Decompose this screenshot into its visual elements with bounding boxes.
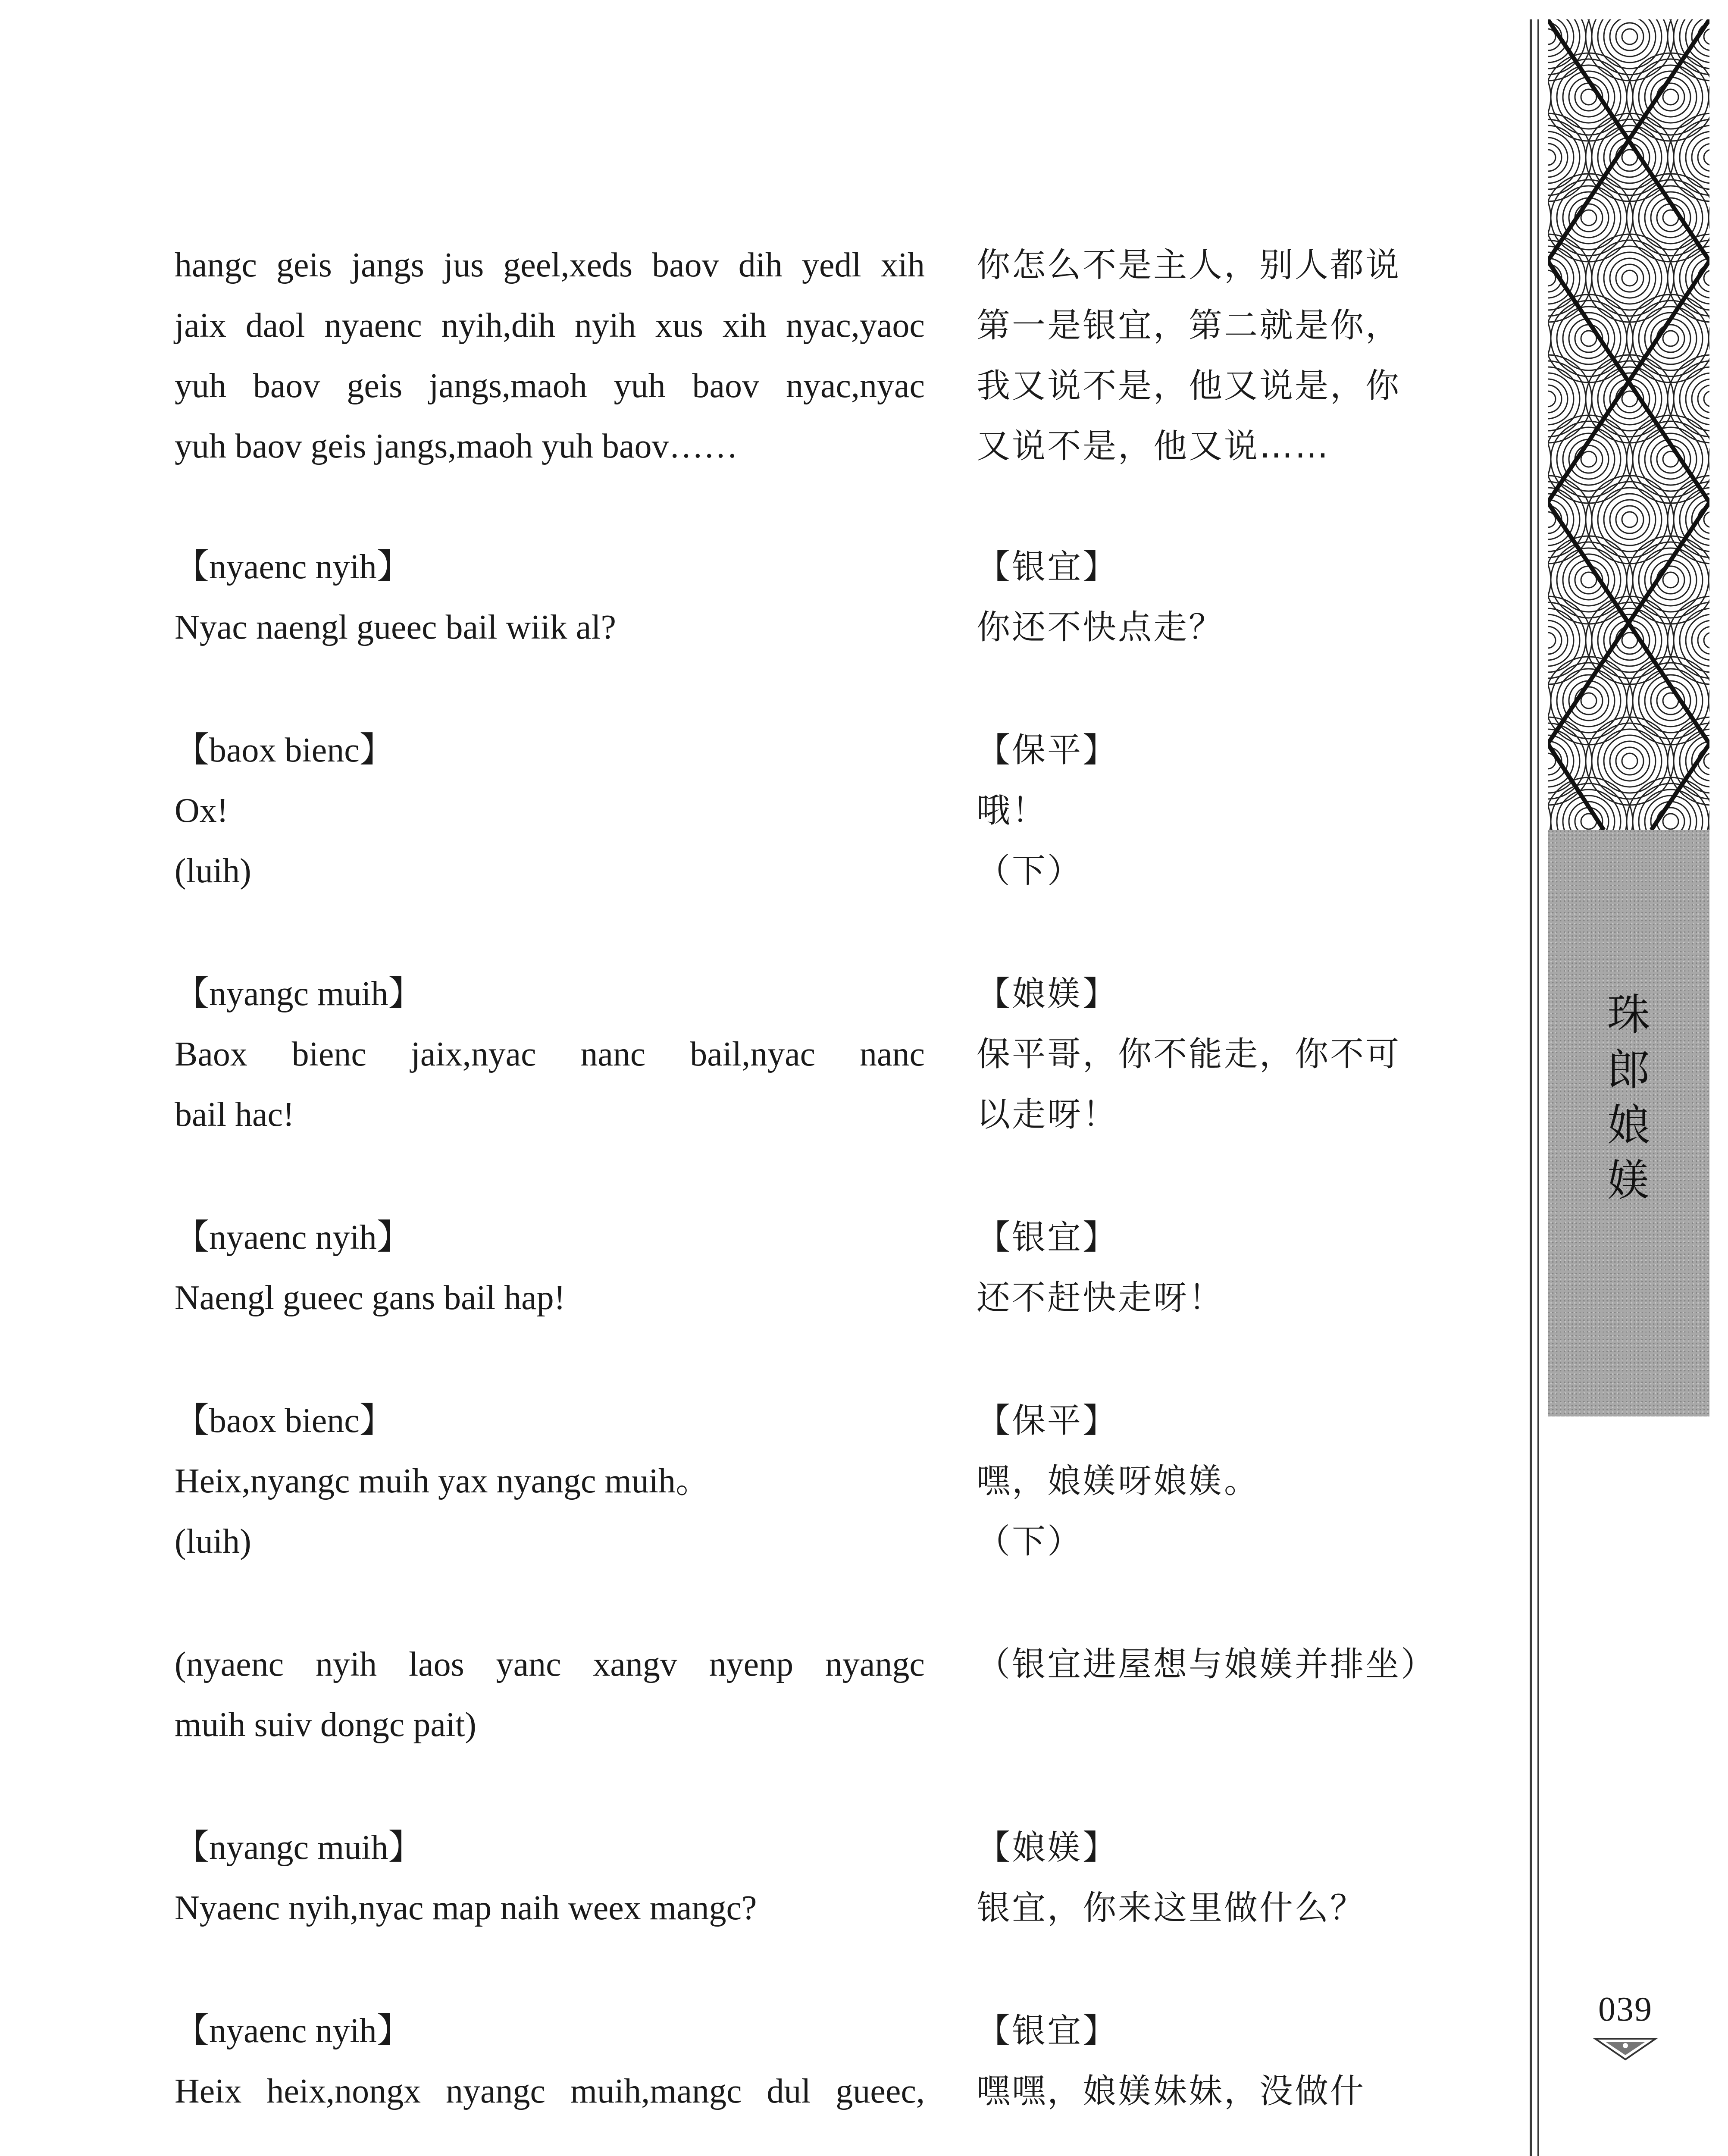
chinese-line: 银宜，你来这里做什么？ — [977, 1889, 1366, 1927]
stage-direction: （下） — [977, 1522, 1083, 1561]
word: laos — [408, 1645, 464, 1683]
stage-direction: (luih) — [175, 852, 251, 890]
chinese-line: 第一是银宜，第二就是你， — [977, 306, 1401, 345]
dong-line: Nyaenc nyih,nyac map naih weex mangc? — [175, 1889, 757, 1927]
word: nyaenc — [324, 307, 422, 345]
speaker-label: 【银宜】 — [977, 2012, 1118, 2050]
word: jangs — [351, 246, 424, 284]
word: yuh — [175, 367, 226, 405]
stage-direction: muih suiv dongc pait) — [175, 1706, 476, 1744]
dong-line — [175, 364, 925, 407]
speaker-label: 【nyaenc nyih】 — [175, 1219, 411, 1257]
word: xih — [880, 246, 925, 284]
chinese-line: 你怎么不是主人，别人都说 — [977, 246, 1401, 285]
scale-pattern-icon — [1548, 19, 1709, 830]
word: Baox — [175, 1035, 247, 1073]
word: heix,nongx — [266, 2072, 421, 2110]
ornamental-pattern-panel — [1548, 19, 1709, 830]
stage-direction: (luih) — [175, 1523, 251, 1561]
stage-direction: （下） — [977, 852, 1083, 890]
word: yedl — [801, 246, 861, 284]
title-char: 媄 — [1607, 1155, 1650, 1206]
word: nyenp — [709, 1645, 794, 1683]
dong-line: bail hac! — [175, 1096, 294, 1134]
dong-line: Nyac naengl gueec bail wiik al? — [175, 608, 616, 646]
speaker-label: 【银宜】 — [977, 548, 1118, 586]
word: jaix,nyac — [410, 1035, 536, 1073]
page-number: 039 — [1598, 1990, 1653, 2028]
speaker-label: 【银宜】 — [977, 1218, 1118, 1257]
word: geis — [347, 367, 403, 405]
dong-line — [175, 1033, 925, 1076]
word: nyangc — [825, 1645, 925, 1683]
word: hangc — [175, 246, 257, 284]
dong-line — [175, 304, 925, 347]
word: jangs,maoh — [429, 367, 587, 405]
chinese-line: 嘿，娘媄呀娘媄。 — [977, 1462, 1260, 1501]
dong-line: yuh baov geis jangs,maoh yuh baov…… — [175, 427, 738, 465]
chinese-line: 保平哥，你不能走，你不可 — [977, 1035, 1401, 1074]
word: xangv — [593, 1645, 677, 1683]
stage-direction: （银宜进屋想与娘媄并排坐） — [977, 1645, 1437, 1684]
chinese-line: 你还不快点走？ — [977, 608, 1224, 647]
word: geis — [276, 246, 332, 284]
chinese-line: 还不赶快走呀！ — [977, 1279, 1224, 1317]
title-char: 郎 — [1607, 1045, 1650, 1095]
speaker-label: 【nyaenc nyih】 — [175, 2012, 411, 2050]
title-char: 娘 — [1607, 1100, 1650, 1150]
chinese-line: 以走呀！ — [977, 1095, 1118, 1134]
word: dih — [738, 246, 783, 284]
stage-direction — [175, 1643, 925, 1686]
word: gueec, — [836, 2072, 925, 2110]
dong-line: Ox! — [175, 792, 229, 830]
chinese-line: 我又说不是，他又说是，你 — [977, 367, 1401, 405]
dong-line — [175, 2070, 925, 2113]
word: nyangc — [445, 2072, 545, 2110]
word: xus — [655, 307, 704, 345]
chinese-line: 又说不是，他又说…… — [977, 427, 1330, 466]
word: baov — [652, 246, 719, 284]
margin-rule — [1530, 19, 1532, 2156]
word: daol — [245, 307, 305, 345]
word: nanc — [580, 1035, 646, 1073]
dong-line: Naengl gueec gans bail hap! — [175, 1279, 566, 1317]
speaker-label: 【保平】 — [977, 1401, 1118, 1440]
speaker-label: 【baox bienc】 — [175, 1402, 394, 1440]
word: nyac,yaoc — [786, 307, 925, 345]
speaker-label: 【nyangc muih】 — [175, 1829, 423, 1867]
speaker-label: 【娘媄】 — [977, 1828, 1118, 1867]
dong-line — [175, 244, 925, 287]
word: baov — [253, 367, 320, 405]
word: bienc — [291, 1035, 366, 1073]
word: (nyaenc — [175, 1645, 284, 1683]
speaker-label: 【nyangc muih】 — [175, 975, 423, 1013]
speaker-label: 【保平】 — [977, 731, 1118, 770]
chinese-line: 哦！ — [977, 791, 1048, 830]
word: geel,xeds — [503, 246, 633, 284]
word: nyih — [315, 1645, 377, 1683]
word: baov — [692, 367, 760, 405]
word: xih — [722, 307, 767, 345]
word: yanc — [496, 1645, 561, 1683]
title-char: 珠 — [1607, 990, 1650, 1040]
word: jus — [443, 246, 484, 284]
speaker-label: 【baox bienc】 — [175, 731, 394, 769]
word: jaix — [175, 307, 226, 345]
speaker-label: 【娘媄】 — [977, 975, 1118, 1013]
margin-rule-thin — [1537, 19, 1539, 2156]
book-title-vertical — [1595, 987, 1662, 1208]
word: dul — [767, 2072, 811, 2110]
chinese-line: 嘿嘿，娘媄妹妹，没做什 — [977, 2072, 1366, 2111]
word: nyih — [574, 307, 636, 345]
word: nyih,dih — [441, 307, 556, 345]
word: yuh — [614, 367, 666, 405]
dong-line: Heix,nyangc muih yax nyangc muih。 — [175, 1462, 710, 1500]
word: nyac,nyac — [786, 367, 925, 405]
word: Heix — [175, 2072, 242, 2110]
word: bail,nyac — [690, 1035, 816, 1073]
word: nanc — [859, 1035, 925, 1073]
speaker-label: 【nyaenc nyih】 — [175, 548, 411, 586]
word: muih,mangc — [570, 2072, 742, 2110]
page-ornament-icon — [1591, 2035, 1660, 2061]
